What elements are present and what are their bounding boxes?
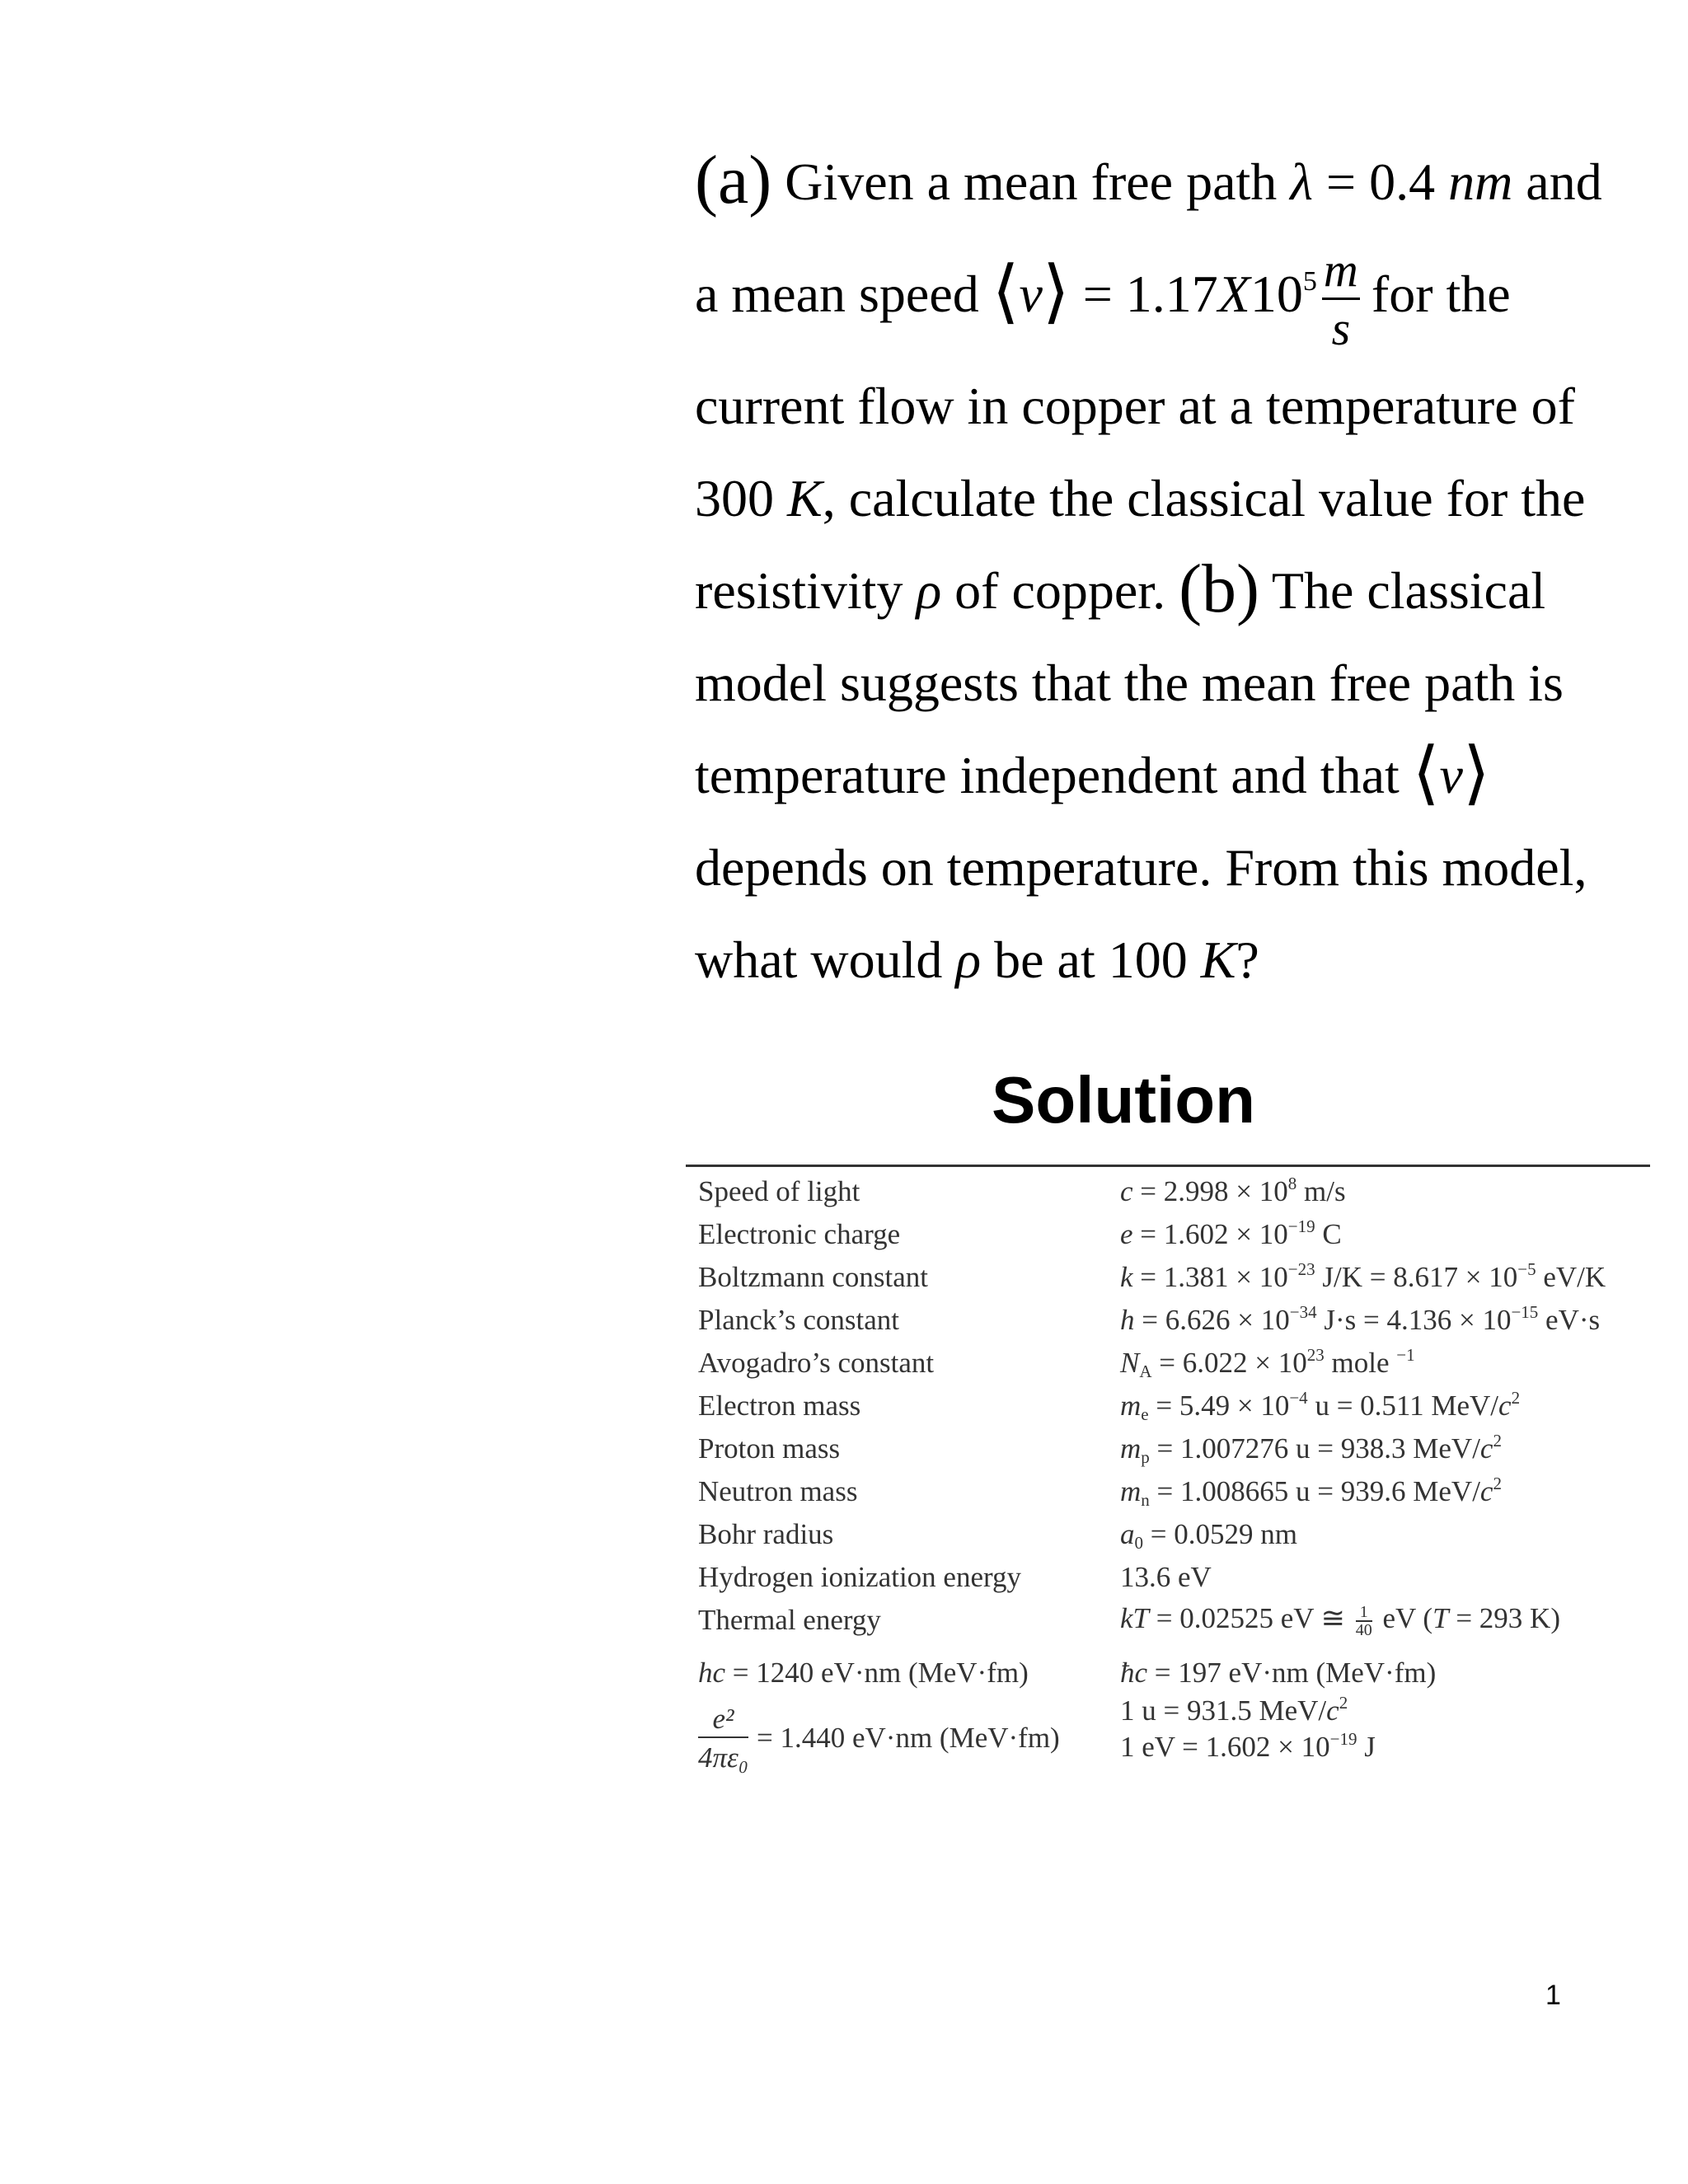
constant-value [1120,1261,1646,1294]
problem-line-3: current flow in copper at a temperature of [695,377,1575,435]
constant-exponent: −15 [1511,1302,1539,1322]
constant-value [1120,1475,1646,1508]
constants-footer [698,1652,1646,1783]
hbar-symbol: ħc [1120,1657,1148,1689]
constant-name: Boltzmann constant [698,1261,928,1293]
constant-subscript: n [1141,1490,1150,1510]
e2-line [698,1693,1120,1783]
constant-exponent: 23 [1306,1345,1325,1365]
problem-line-1 [695,136,1659,228]
problem-text: The classical [1259,561,1546,620]
problem-line-4 [695,452,1659,545]
constant-row [698,1299,1646,1342]
problem-text: , calculate the classical value for the [822,469,1586,527]
constant-text: = 6.022 × 10 [1151,1347,1307,1379]
constant-symbol: N [1120,1347,1140,1379]
constant-symbol: m [1120,1432,1142,1465]
constant-symbol: kT [1120,1602,1149,1635]
constant-symbol: m [1120,1475,1142,1507]
hc-line [698,1652,1120,1694]
unit-nm: nm [1448,152,1513,211]
part-b-label: (b) [1179,551,1260,627]
problem-line-2 [695,228,1659,360]
constant-text: = 2.998 × 10 [1132,1175,1288,1207]
angle-bracket-right: ⟩ [1042,254,1070,330]
times-symbol: X [1217,265,1250,323]
problem-text: 300 [695,469,787,527]
constant-exponent: −1 [1396,1345,1415,1365]
page-number: 1 [1545,1980,1561,2011]
constant-name: Electron mass [698,1390,861,1422]
constant-value [1120,1175,1646,1208]
constant-text: = 1.381 × 10 [1132,1261,1288,1293]
constant-name: Proton mass [698,1432,841,1465]
kelvin-symbol: K [1200,930,1236,989]
constant-text: J·s = 4.136 × 10 [1316,1304,1512,1336]
angle-bracket-left: ⟨ [992,254,1020,330]
constant-text: u = 0.511 MeV/ [1307,1390,1499,1422]
problem-text: for the [1371,265,1511,323]
constant-row [698,1385,1646,1427]
constants-table [698,1170,1646,1783]
constant-symbol: m [1120,1390,1142,1422]
table-top-rule [686,1165,1650,1167]
constant-row [698,1427,1646,1470]
constant-exponent: 2 [1493,1474,1502,1493]
fraction-numerator: 1 [1356,1604,1372,1622]
problem-text: be at 100 [981,930,1201,989]
exponent: 5 [1302,266,1317,297]
constant-text: eV·s [1538,1304,1601,1336]
constant-symbol: T [1432,1602,1449,1635]
problem-text: of copper. [941,561,1179,620]
ev-line [1120,1727,1646,1767]
constant-text: eV/K [1536,1261,1606,1293]
problem-text: temperature independent and that [695,746,1413,804]
constant-symbol: k [1120,1261,1133,1293]
constant-row [698,1556,1646,1599]
constant-name: Electronic charge [698,1218,901,1250]
ev-unit: J [1357,1731,1376,1763]
problem-text: ? [1236,930,1259,989]
e2-fraction [698,1704,748,1772]
constant-row [698,1599,1646,1642]
e2-value: = 1.440 eV·nm (MeV·fm) [757,1722,1060,1754]
constant-text: = 6.626 × 10 [1134,1304,1290,1336]
unit-fraction [1322,242,1360,355]
constant-value [1120,1432,1646,1465]
constant-name: Avogadro’s constant [698,1347,935,1379]
problem-text: Given a mean free path [785,152,1291,211]
constant-value [1120,1347,1646,1380]
exponent: 2 [1339,1693,1348,1713]
exponent: −19 [1329,1729,1357,1749]
footer-right [1120,1652,1646,1783]
constant-text: C [1315,1218,1342,1250]
constant-row [698,1342,1646,1385]
constant-exponent: 8 [1287,1174,1297,1193]
hc-symbol: hc [698,1657,726,1689]
constant-exponent: −19 [1287,1216,1315,1236]
constant-value [1120,1304,1646,1337]
problem-text: and [1512,152,1602,211]
constant-symbol: h [1120,1304,1135,1336]
velocity-symbol: v [1439,746,1463,804]
constant-text: m/s [1296,1175,1346,1207]
constant-exponent: 2 [1493,1431,1502,1451]
footer-left [698,1652,1120,1783]
constant-symbol: e [1120,1218,1133,1250]
hbar-value: = 197 eV·nm (MeV·fm) [1147,1657,1437,1689]
constant-value [1120,1390,1646,1422]
constants-rows [698,1170,1646,1642]
constant-exponent: −34 [1289,1302,1317,1322]
constant-exponent: 2 [1511,1388,1521,1408]
constant-symbol: a [1120,1518,1135,1550]
constant-symbol: c [1498,1390,1512,1422]
rho-symbol: ρ [916,561,942,620]
constant-text: J/K = 8.617 × 10 [1315,1261,1518,1293]
hbar-line [1120,1652,1646,1694]
angle-bracket-left: ⟨ [1412,735,1440,812]
problem-line-5 [695,545,1659,637]
constant-subscript: A [1139,1361,1152,1381]
constant-symbol: c [1120,1175,1133,1207]
constant-name: Bohr radius [698,1518,834,1550]
constant-name: Thermal energy [698,1604,881,1636]
constant-row [698,1256,1646,1299]
problem-text: resistivity [695,561,917,620]
fraction-denominator: 40 [1355,1620,1372,1639]
constant-exponent: −4 [1289,1388,1308,1408]
rho-symbol: ρ [955,930,982,989]
constant-value [1120,1218,1646,1251]
constant-subscript: p [1141,1447,1150,1467]
small-fraction [1356,1604,1372,1638]
amu-value: 1 u = 931.5 MeV/ [1120,1694,1327,1727]
constant-text: = 293 K) [1448,1602,1560,1635]
problem-text: = 1.17 [1069,265,1218,323]
constant-text: mole [1324,1347,1397,1379]
constant-row [698,1513,1646,1556]
problem-text: 10 [1250,265,1303,323]
problem-text: what would [695,930,956,989]
amu-line [1120,1694,1646,1727]
velocity-symbol: v [1019,265,1043,323]
constant-name: Hydrogen ionization energy [698,1561,1022,1593]
constant-symbol: c [1479,1432,1493,1465]
fraction-numerator: m [1323,242,1358,297]
constant-name: Neutron mass [698,1475,858,1507]
constant-exponent: −5 [1517,1259,1536,1279]
ev-value: 1 eV = 1.602 × 10 [1120,1731,1330,1763]
problem-line-8: depends on temperature. From this model, [695,838,1587,897]
constant-text: = 0.02525 eV ≅ [1149,1602,1353,1635]
constant-text: = 1.602 × 10 [1132,1218,1288,1250]
constant-value [1120,1561,1646,1594]
constant-subscript: 0 [1134,1533,1143,1553]
constant-text: = 0.0529 nm [1143,1518,1297,1550]
constant-row [698,1213,1646,1256]
constant-value [1120,1518,1646,1551]
part-a-label: (a) [695,142,772,218]
constant-name: Planck’s constant [698,1304,899,1336]
e2-denominator: 4πε₀ [698,1741,748,1774]
constant-text: = 5.49 × 10 [1148,1390,1290,1422]
constant-name: Speed of light [698,1175,860,1207]
e2-numerator: e² [698,1704,748,1738]
constant-symbol: c [1479,1475,1493,1507]
constant-subscript: e [1141,1404,1149,1424]
kelvin-symbol: K [787,469,823,527]
problem-line-6: model suggests that the mean free path is [695,654,1564,712]
problem-statement [695,136,1659,1006]
c-symbol: c [1326,1694,1339,1727]
problem-line-7 [695,729,1659,822]
constant-row [698,1170,1646,1213]
constant-text: 13.6 eV [1120,1561,1212,1593]
constant-text: eV ( [1375,1602,1433,1635]
lambda-symbol: λ [1290,152,1313,211]
problem-text: = 0.4 [1312,152,1449,211]
fraction-denominator: s [1331,301,1351,355]
problem-text: a mean speed [695,265,992,323]
hc-value: = 1240 eV·nm (MeV·fm) [725,1657,1029,1689]
solution-heading: Solution [992,1063,1255,1137]
problem-line-9 [695,914,1659,1006]
constant-text: = 1.007276 u = 938.3 MeV/ [1149,1432,1480,1465]
constant-value [1120,1602,1646,1638]
constant-row [698,1470,1646,1513]
angle-bracket-right: ⟩ [1462,735,1490,812]
constant-exponent: −23 [1287,1259,1315,1279]
constant-text: = 1.008665 u = 939.6 MeV/ [1149,1475,1480,1507]
